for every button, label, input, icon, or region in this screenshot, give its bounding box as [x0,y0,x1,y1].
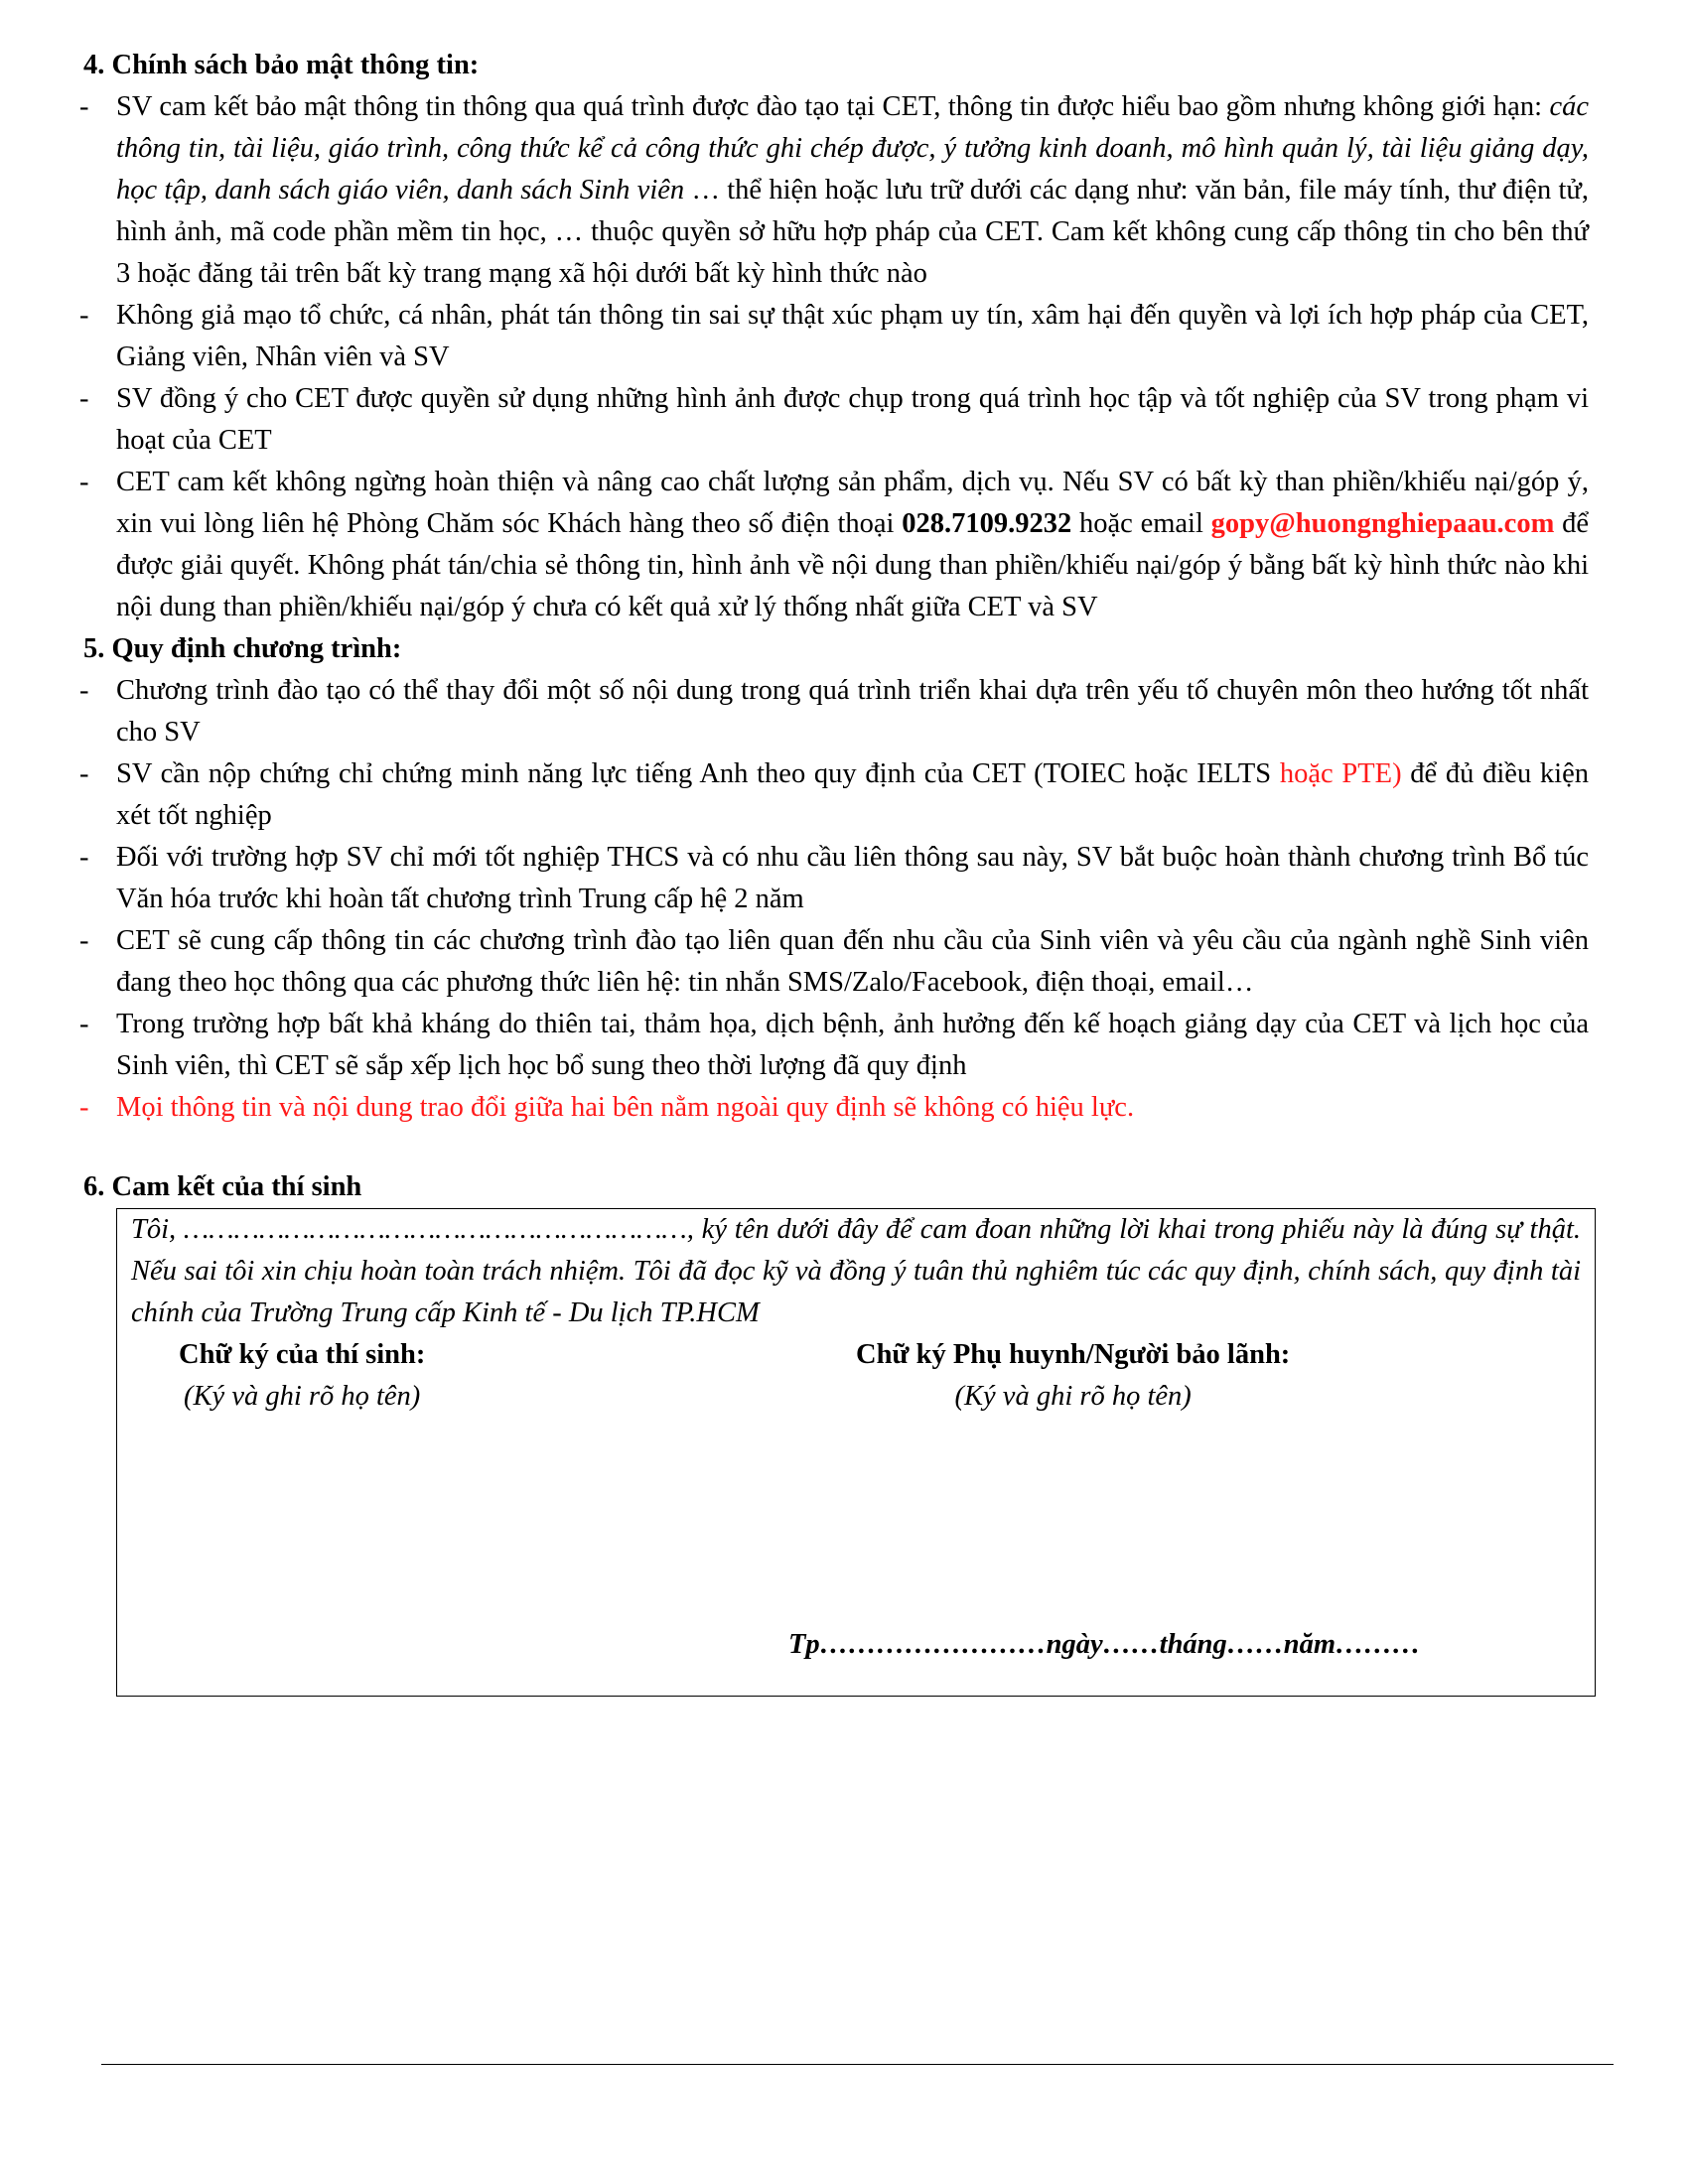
list-item [79,1087,1589,1129]
parent-signature [856,1334,1290,1418]
item-text: để được giải quyết. Không phát tán/chia sẻ thông tin, hình ảnh về nội dung than phiền/khiếu nại/góp ý bằng bất kỳ hình thức nào khi nội dung than phiền/khiếu nại/góp ý chưa có kết quả xử lý thống nhất giữa CET và SV [116,508,1590,622]
bullet-dash: - [79,91,89,122]
list-item [79,378,1589,462]
list-item [79,753,1589,837]
list-item [79,462,1589,628]
item-italic-text: các thông tin, tài liệu, giáo trình, công thức kể cả công thức ghi chép được, ý tưởng kinh doanh, mô hình quản lý, tài liệu giảng dạy, học tập, danh sách giáo viên, danh sách Sinh viên [116,91,1589,205]
list-item [79,295,1589,378]
document-page [79,45,1589,1697]
item-text: SV cam kết bảo mật thông tin thông qua quá trình được đào tạo tại CET, thông tin được hiểu bao gồm nhưng không giới hạn: [116,91,1550,122]
section-spacer [79,1129,1589,1166]
item-text: SV cần nộp chứng chỉ chứng minh năng lực tiếng Anh theo quy định của CET (TOIEC hoặc IELTS [116,758,1280,789]
section-4-list [79,86,1589,628]
item-text: CET sẽ cung cấp thông tin các chương trình đào tạo liên quan đến nhu cầu của Sinh viên và yêu cầu của ngành nghề Sinh viên đang theo học thông qua các phương thức liên hệ: tin nhắn SMS/Zalo/Facebook, điện thoại, email… [116,925,1589,998]
section-5-list [79,670,1589,1129]
bullet-dash: - [79,842,89,873]
section-6-heading: 6. Cam kết của thí sinh [83,1171,362,1202]
date-line: Tp……………………ngày……tháng……năm……… [788,1629,1421,1660]
bullet-dash: - [79,467,89,497]
footer-divider [101,2064,1614,2065]
item-text: để đủ điều kiện xét tốt nghiệp [116,758,1589,831]
item-text: Đối với trường hợp SV chỉ mới tốt nghiệp THCS và có nhu cầu liên thông sau này, SV bắt buộc hoàn thành chương trình Bổ túc Văn hóa trước khi hoàn tất chương trình Trung cấp hệ 2 năm [116,842,1589,914]
bullet-dash: - [79,925,89,956]
list-item [79,86,1589,295]
phone-number[interactable]: 028.7109.9232 [902,508,1072,539]
item-text: hoặc email [1071,508,1211,539]
list-item [79,670,1589,753]
item-text: CET cam kết không ngừng hoàn thiện và nâng cao chất lượng sản phẩm, dịch vụ. Nếu SV có bất kỳ than phiền/khiếu nại/góp ý, xin vui lòng liên hệ Phòng Chăm sóc Khách hàng theo số điện thoại [116,467,1589,539]
section-4-heading: 4. Chính sách bảo mật thông tin: [83,50,480,80]
list-item [79,837,1589,920]
item-red-text: hoặc PTE) [1279,758,1402,789]
bullet-dash: - [79,383,89,414]
item-text: Chương trình đào tạo có thể thay đổi một số nội dung trong quá trình triển khai dựa trên yếu tố chuyên môn theo hướng tốt nhất cho SV [116,675,1589,748]
parent-signature-title: Chữ ký Phụ huynh/Người bảo lãnh: [856,1339,1291,1370]
item-text: Không giả mạo tổ chức, cá nhân, phát tán thông tin sai sự thật xúc phạm uy tín, xâm hại đến quyền và lợi ích hợp pháp của CET, Giảng viên, Nhân viên và SV [116,300,1589,372]
parent-signature-note: (Ký và ghi rõ họ tên) [954,1381,1192,1412]
item-text: SV đồng ý cho CET được quyền sử dụng những hình ảnh được chụp trong quá trình học tập và tốt nghiệp của SV trong phạm vi hoạt của CET [116,383,1589,456]
student-signature-note: (Ký và ghi rõ họ tên) [184,1381,421,1412]
list-item [79,1004,1589,1087]
item-text: … thể hiện hoặc lưu trữ dưới các dạng như: văn bản, file máy tính, thư điện tử, hình ảnh, mã code phần mềm tin học, … thuộc quyền sở hữu hợp pháp của CET. Cam kết không cung cấp thông tin cho bên thứ 3 hoặc đăng tải trên bất kỳ trang mạng xã hội dưới bất kỳ hình thức nào [116,175,1589,289]
student-signature [179,1334,425,1418]
bullet-dash: - [79,300,89,331]
signature-row [131,1334,1581,1418]
student-signature-title: Chữ ký của thí sinh: [179,1339,426,1370]
bullet-dash: - [79,758,89,789]
commitment-text: Tôi, ……………………………………………………, ký tên dưới đây để cam đoan những lời khai trong phiếu này là đúng sự thật. Nếu sai tôi xin chịu hoàn toàn trách nhiệm. Tôi đã đọc kỹ và đồng ý tuân thủ nghiêm túc các quy định, chính sách, quy định tài chính của Trường Trung cấp Kinh tế - Du lịch TP.HCM [131,1214,1581,1328]
list-item [79,920,1589,1004]
bullet-dash: - [79,1092,89,1123]
section-5-heading: 5. Quy định chương trình: [83,633,402,664]
commitment-box [116,1208,1596,1697]
item-red-text: Mọi thông tin và nội dung trao đổi giữa hai bên nằm ngoài quy định sẽ không có hiệu lực. [116,1092,1135,1123]
email-link[interactable]: gopy@huongnghiepaau.com [1210,508,1555,539]
bullet-dash: - [79,675,89,706]
item-text: Trong trường hợp bất khả kháng do thiên tai, thảm họa, dịch bệnh, ảnh hưởng đến kế hoạch giảng dạy của CET và lịch học của Sinh viên, thì CET sẽ sắp xếp lịch học bổ sung theo thời lượng đã quy định [116,1009,1589,1081]
bullet-dash: - [79,1009,89,1039]
